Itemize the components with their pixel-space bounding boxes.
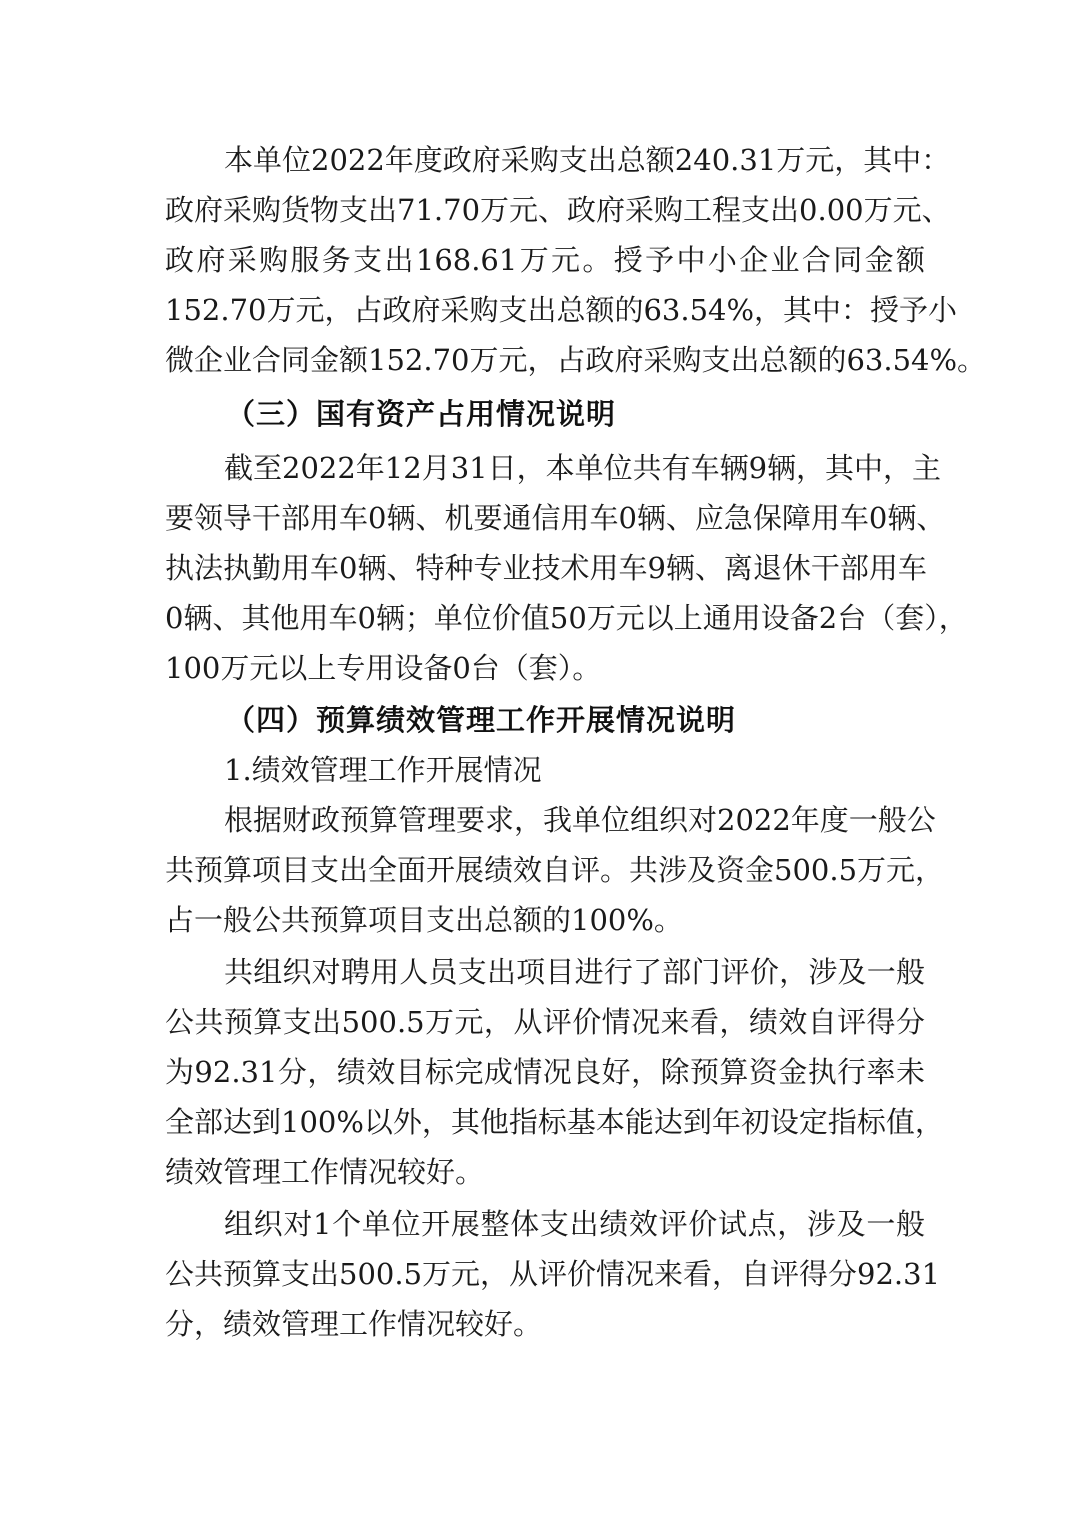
perf-p2-line-4: 全部达到100%以外，其他指标基本能达到年初设定指标值， bbox=[165, 1105, 944, 1139]
section-4-subheading: 1.绩效管理工作开展情况 bbox=[224, 753, 542, 787]
perf-p1-line-3: 占一般公共预算项目支出总额的100%。 bbox=[165, 903, 683, 937]
perf-p1-line-2: 共预算项目支出全面开展绩效自评。共涉及资金500.5万元， bbox=[165, 853, 945, 887]
perf-p3-line-2: 公共预算支出500.5万元，从评价情况来看，自评得分92.31 bbox=[165, 1257, 941, 1291]
assets-line-4: 0辆、其他用车0辆；单位价值50万元以上通用设备2台（套）， bbox=[165, 601, 968, 635]
procurement-line-3: 政府采购服务支出168.61万元。授予中小企业合同金额 bbox=[165, 243, 925, 277]
perf-p2-line-2: 公共预算支出500.5万元，从评价情况来看，绩效自评得分 bbox=[165, 1005, 925, 1039]
section-4-heading: （四）预算绩效管理工作开展情况说明 bbox=[226, 703, 737, 737]
assets-line-1: 截至2022年12月31日，本单位共有车辆9辆，其中，主 bbox=[224, 451, 942, 485]
procurement-line-2: 政府采购货物支出71.70万元、政府采购工程支出0.00万元、 bbox=[165, 193, 951, 227]
assets-line-2: 要领导干部用车0辆、机要通信用车0辆、应急保障用车0辆、 bbox=[165, 501, 946, 535]
assets-line-3: 执法执勤用车0辆、特种专业技术用车9辆、离退休干部用车 bbox=[165, 551, 927, 585]
perf-p3-line-3: 分，绩效管理工作情况较好。 bbox=[165, 1307, 543, 1341]
procurement-line-1: 本单位2022年度政府采购支出总额240.31万元，其中： bbox=[224, 143, 951, 177]
perf-p2-line-3: 为92.31分，绩效目标完成情况良好，除预算资金执行率未 bbox=[165, 1055, 925, 1089]
perf-p2-line-1: 共组织对聘用人员支出项目进行了部门评价，涉及一般 bbox=[224, 955, 925, 989]
perf-p3-line-1: 组织对1个单位开展整体支出绩效评价试点，涉及一般 bbox=[224, 1207, 925, 1241]
assets-line-5: 100万元以上专用设备0台（套）。 bbox=[165, 651, 602, 685]
perf-p2-line-5: 绩效管理工作情况较好。 bbox=[165, 1155, 485, 1189]
perf-p1-line-1: 根据财政预算管理要求，我单位组织对2022年度一般公 bbox=[224, 803, 936, 837]
section-3-heading: （三）国有资产占用情况说明 bbox=[226, 397, 617, 431]
procurement-line-4: 152.70万元，占政府采购支出总额的63.54%，其中：授予小 bbox=[165, 293, 958, 327]
procurement-line-5: 微企业合同金额152.70万元，占政府采购支出总额的63.54%。 bbox=[165, 343, 987, 377]
